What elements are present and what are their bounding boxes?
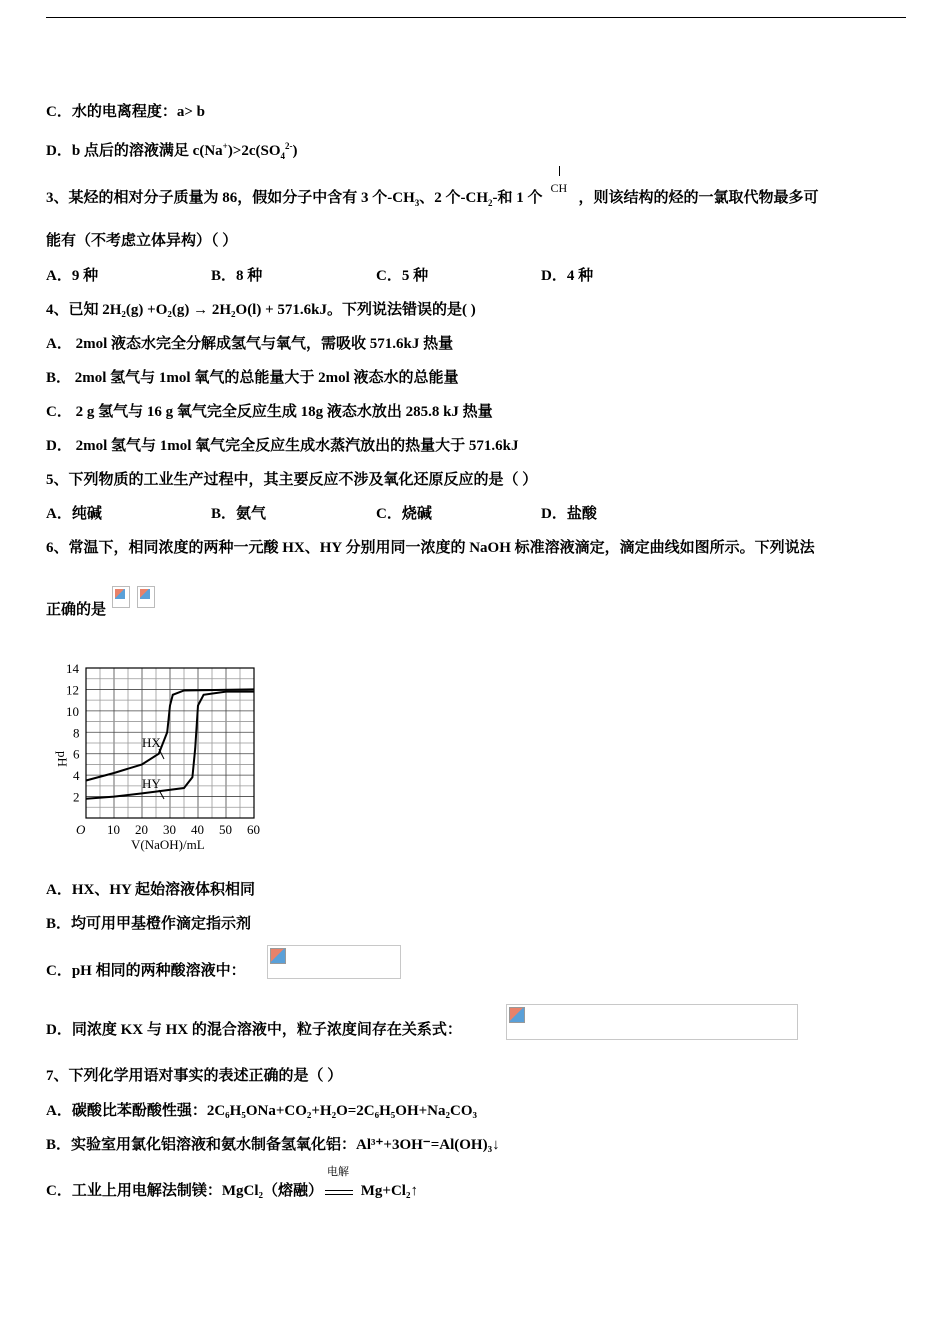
chart-ylabel: pH [55,751,70,767]
chart-xlabel: V(NaOH)/mL [131,837,205,852]
question-6-option-a: A．HX、HY 起始溶液体积相同 [46,882,256,898]
question-3-cont: 能有（不考虑立体异构）（ ） [46,233,238,249]
question-7-option-c: C．工业上用电解法制镁：MgCl₂（熔融） 电解 Mg+Cl₂↑ [46,1181,418,1202]
y-tick-label: 4 [73,768,80,784]
question-3: 3、某烃的相对分子质量为 86，假如分子中含有 3 个$-CH_3$、2 个$-CH_2-$和 1 个 CH ，则该结构的烃的一氯取代物最多可 [46,182,819,213]
question-7-option-b: B．实验室用氯化铝溶液和氨水制备氢氧化铝：Al³⁺+3OH⁻=Al(OH)₃↓ [46,1137,500,1153]
y-tick-label: 8 [73,725,80,741]
question-4-option-b: B． 2mol 氢气与 1mol 氧气的总能量大于 2mol 液态水的总能量 [46,370,459,386]
x-tick-label: 40 [191,822,204,837]
x-tick-label: 10 [107,822,120,837]
question-6-option-d: D．同浓度 KX 与 HX 的混合溶液中，粒子浓度间存在关系式： [46,1022,462,1038]
chart-ticks [66,661,260,837]
question-6: 6、常温下，相同浓度的两种一元酸 HX、HY 分别用同一浓度的 NaOH 标准溶液滴定，滴定曲线如图所示。下列说法 [46,540,815,556]
question-5-options: A．纯碱 B．氨气 C．烧碱 D．盐酸 [46,506,597,522]
question-3-options: A．9 种 B．8 种 C．5 种 D．4 种 [46,268,594,284]
question-4-option-d: D． 2mol 氢气与 1mol 氧气完全反应生成水蒸汽放出的热量大于 571.6kJ [46,438,519,454]
x-tick-label: 30 [163,822,176,837]
question-4-option-c: C． 2 g 氢气与 16 g 氧气完全反应生成 18g 液态水放出 285.8 kJ 热量 [46,404,493,420]
x-tick-label: 60 [247,822,260,837]
electrolysis-equals-sign: 电解 [323,1182,357,1202]
titration-chart [46,656,276,856]
x-tick-label: O [76,822,86,837]
series-label-hy: HY [142,776,161,791]
series-label-hx: HX [142,735,161,750]
question-6-option-c: C．pH 相同的两种酸溶液中： [46,963,246,979]
broken-image-icon [137,586,155,608]
option-c-prev: C．水的电离程度：a> b [46,104,205,120]
formula-image-placeholder [267,945,401,979]
question-4-option-a: A． 2mol 液态水完全分解成氢气与氧气，需吸收 571.6kJ 热量 [46,336,454,352]
question-7: 7、下列化学用语对事实的表述正确的是（ ） [46,1068,343,1084]
y-tick-label: 10 [66,703,79,719]
y-tick-label: 14 [66,661,79,676]
x-tick-label: 50 [219,822,232,837]
option-d-prev: D．b 点后的溶液满足 $c(Na^+)>2c(SO_4^{2-})$ [46,141,298,161]
question-5: 5、下列物质的工业生产过程中，其主要反应不涉及氧化还原反应的是（ ） [46,472,538,488]
question-7-option-a: A．碳酸比苯酚酸性强：2C₆H₅ONa+CO₂+H₂O=2C₆H₅OH+Na₂CO₃ [46,1103,478,1119]
question-6-cont: 正确的是 [46,602,107,618]
question-4: 4、已知 2H₂(g) +O₂(g) → 2H₂O(l) + 571.6kJ。下列说法错误的是( ) [46,302,476,318]
y-tick-label: 12 [66,682,79,698]
question-6-option-b: B．均可用甲基橙作滴定指示剂 [46,916,252,932]
y-tick-label: 6 [73,746,80,762]
ch-structure-formula: CH [543,182,579,202]
header-rule [46,17,906,18]
y-tick-label: 2 [73,789,80,805]
broken-image-icon [112,586,130,608]
formula-image-placeholder [506,1004,798,1040]
x-tick-label: 20 [135,822,148,837]
